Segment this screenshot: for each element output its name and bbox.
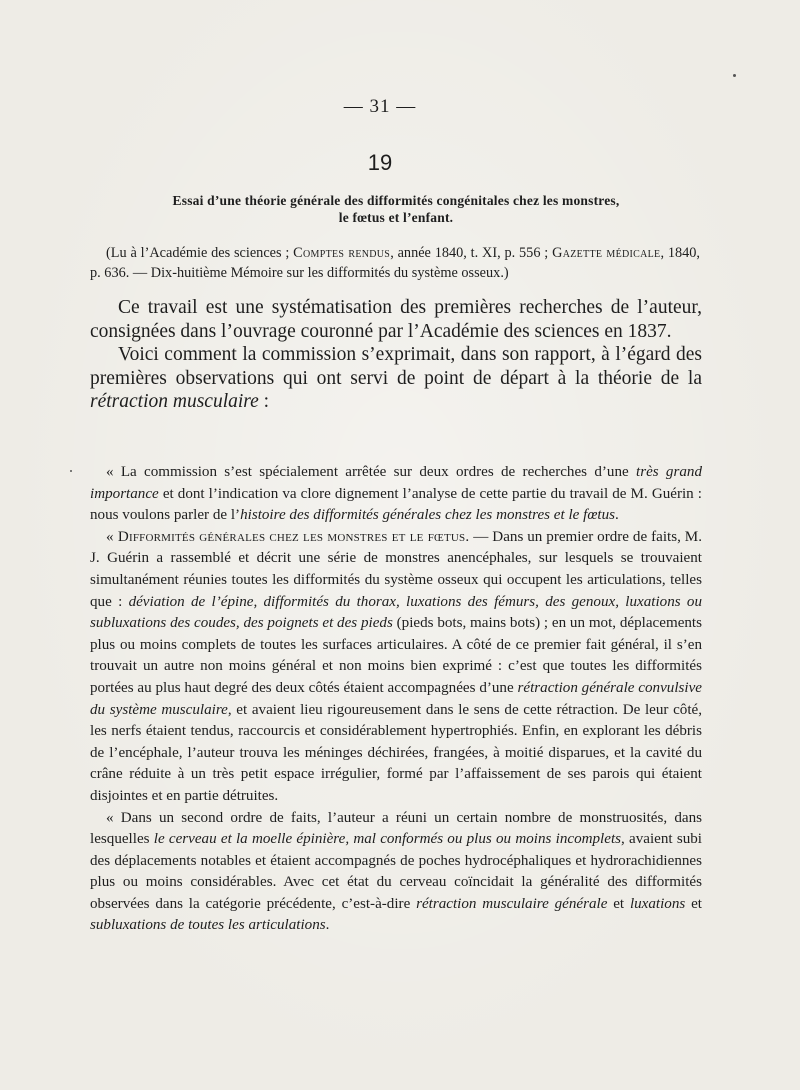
intro-text: [90, 296, 702, 414]
quote-text-run: .: [615, 507, 619, 524]
section-title-line-2: le fœtus et l’enfant.: [338, 210, 454, 225]
page-number: — 31 —: [343, 96, 417, 117]
reference-text: , 1840, p. 636. — Dix-huitième Mémoire sur les difformités du système osseux.): [90, 245, 700, 281]
quote-text-run: « Dans un second ordre de faits, l’auteur a réuni un certain nombre de monstruosités, dans lesquelles: [90, 809, 702, 848]
section-title: [90, 192, 702, 226]
section-title-line-1: Essai d’une théorie générale des difformités congénitales chez les monstres,: [172, 193, 620, 208]
quote-emphasis: déviation de l’épine, difformités du thorax, luxations des fémurs, des genoux, luxations ou subluxations des coudes, des poignets et des pieds: [90, 593, 702, 632]
intro-text-run: :: [258, 391, 270, 412]
paper-speck: [70, 470, 72, 472]
intro-paragraph-1: Ce travail est une systématisation des premières recherches de l’auteur, consignées dans l’ouvrage couronné par l’Académie des sciences en 1837.: [90, 297, 702, 342]
quote-emphasis: rétraction musculaire générale: [416, 895, 608, 912]
reference-text: , année 1840, t. XI, p. 556 ;: [390, 245, 553, 261]
reference-journal-gazette-medicale: Gazette médicale: [552, 245, 661, 261]
quote-text-run: .: [325, 917, 330, 934]
paper-speck: [733, 74, 736, 77]
quote-text-run: et dont l’indication va clore dignement l’analyse de cette partie du travail de M. Guérin : nous voulons parler de l’: [90, 485, 702, 524]
intro-text-run: Voici comment la commission s’exprimait, dans son rapport, à l’égard des premières observations qui ont servi de point de départ à la théorie de la: [90, 344, 702, 389]
reference-text: (Lu à l’Académie des sciences ;: [106, 245, 294, 261]
quote-subheading: « Difformités générales chez les monstres et le fœtus.: [106, 528, 470, 545]
quote-text-run: et: [685, 895, 702, 912]
section-number: 19: [367, 150, 393, 175]
quote-paragraph-1: [90, 462, 702, 527]
quote-emphasis: subluxations de toutes les articulations: [90, 917, 326, 934]
intro-paragraph-2: [90, 343, 702, 414]
quote-emphasis: le cerveau et la moelle épinière, mal conformés ou plus ou moins incomplets: [153, 831, 622, 848]
quote-paragraph-3: [90, 808, 702, 938]
quote-emphasis: rétraction générale convulsive du système musculaire: [90, 679, 702, 718]
quote-text-run: — Dans un premier ordre de faits, M. J. Guérin a rassemblé et décrit une série de monstres anencéphales, sur lesquels se trouvaient simultanément réunies toutes les difformités du système osseux qui occupent les articulations, telles que :: [90, 528, 702, 610]
intro-emphasis: rétraction musculaire: [90, 391, 259, 412]
quote-text-run: (pieds bots, mains bots) ; en un mot, déplacements plus ou moins complets de toutes les surfaces articulaires. A côté de ce premier fait général, il s’en trouvait un autre non moins général et non moins bien exprimé : c’est que toutes les difformités portées au plus haut degré des deux côtés étaient accompagnées d’une: [90, 615, 703, 696]
quote-text-run: « La commission s’est spécialement arrêtée sur deux ordres de recherches d’une: [106, 464, 636, 480]
quote-paragraph-2: [90, 527, 702, 808]
commission-quote: [90, 462, 702, 937]
quote-text-run: , et avaient lieu rigoureusement dans le sens de cette rétraction. De leur côté, les nerfs étaient tendus, raccourcis et considérablement hypertrophiés. Enfin, en explorant les débris de l’encéphale, l’auteur trouva les méninges déchirées, frangées, à moitié disparues, et la cavité du crâne réduite à un très petit espace irrégulier, formé par l’affaissement de ses parois qui étaient disjointes et en partie détruites.: [90, 701, 702, 804]
quote-text-run: , avaient subi des déplacements notables et étaient accompagnés de poches hydrocéphaliques et hydrorachidiennes plus ou moins considérables. Avec cet état du cerveau coïncidait la généralité des difformités observées dans la catégorie précédente, c’est-à-dire: [90, 831, 703, 912]
quote-emphasis: très grand importance: [90, 464, 702, 502]
quote-text-run: et: [607, 895, 630, 912]
publication-reference: [90, 243, 700, 283]
quote-emphasis: histoire des difformités générales chez les monstres et le fœtus: [240, 507, 616, 524]
reference-journal-comptes-rendus: Comptes rendus: [293, 245, 391, 261]
quote-emphasis: luxations: [629, 895, 686, 912]
